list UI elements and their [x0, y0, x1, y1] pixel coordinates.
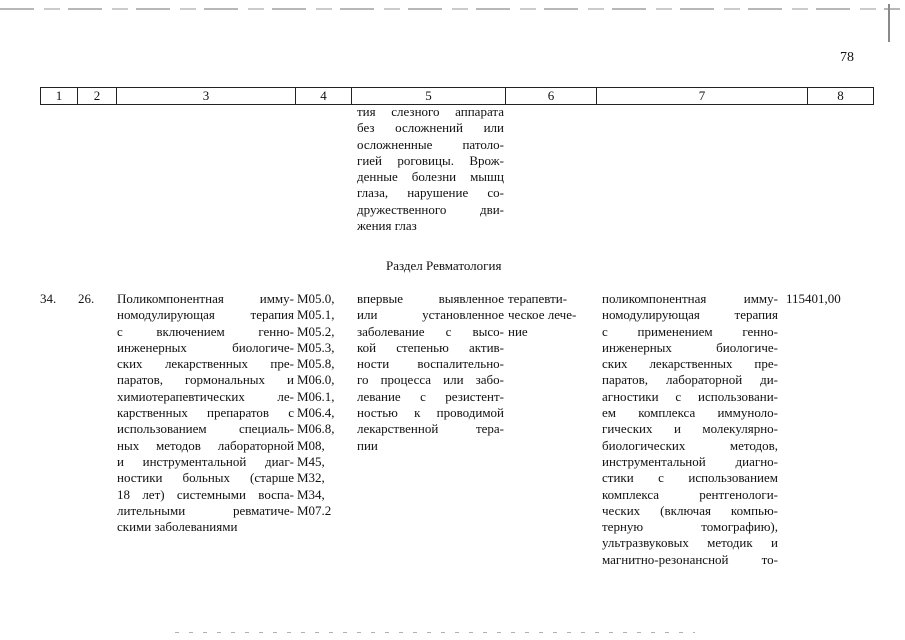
text-line: 18 лет) системными воспа-: [117, 486, 294, 502]
continuation-text: [357, 104, 504, 234]
text-line: ности воспалительно-: [357, 356, 504, 372]
scan-top-edge: [0, 8, 900, 10]
patient-model: [357, 291, 504, 454]
text-line: с применением генно-: [602, 323, 778, 339]
header-col-5: 5: [351, 88, 505, 104]
text-line: дружественного дви-: [357, 201, 504, 217]
icd-code: M05.3,: [297, 339, 335, 355]
text-line: или установленное: [357, 307, 504, 323]
text-line: пии: [357, 437, 378, 453]
procedure-name: [117, 291, 294, 535]
text-line: го процесса или забо-: [357, 372, 504, 388]
icd-code: M06.1,: [297, 388, 335, 404]
text-line: гических и молекулярно-: [602, 421, 778, 437]
icd-code: M06.0,: [297, 372, 335, 388]
treatment-method: [602, 291, 778, 568]
scan-bottom-edge: [175, 632, 695, 633]
icd-code: M32,: [297, 470, 325, 486]
row-number: 34.: [40, 291, 57, 306]
header-col-1: 1: [55, 88, 63, 103]
icd-code: M06.8,: [297, 421, 335, 437]
icd-code: M05.0,: [297, 291, 335, 306]
text-line: кой степенью актив-: [357, 339, 504, 355]
text-line: химиотерапевтических ле-: [117, 388, 294, 404]
text-line: Поликомпонентная имму-: [117, 291, 294, 306]
text-line: ультразвуковых методик и: [602, 535, 778, 551]
text-line: ностики больных (старше: [117, 470, 294, 486]
text-line: стики с использованием: [602, 470, 778, 486]
header-col-3: 3: [116, 88, 295, 104]
text-line: гией роговицы. Врож-: [357, 152, 504, 168]
text-line: заболевание с высо-: [357, 323, 504, 339]
icd-code: M45,: [297, 453, 325, 469]
text-line: терапевти-: [508, 291, 568, 306]
text-line: использованием специаль-: [117, 421, 294, 437]
text-line: комплекса рентгенологи-: [602, 486, 778, 502]
text-line: номодулирующая терапия: [117, 307, 294, 323]
section-title: Раздел Ревматология: [386, 258, 502, 273]
text-line: с включением генно-: [117, 323, 294, 339]
icd-code: M05.8,: [297, 356, 335, 372]
text-line: ских лекарственных пре-: [602, 356, 778, 372]
icd-code: M05.1,: [297, 307, 335, 323]
text-line: лекарственной тера-: [357, 421, 504, 437]
text-line: тия слезного аппарата: [357, 104, 504, 119]
treatment-type: [508, 291, 598, 340]
header-col-7: 7: [596, 88, 807, 104]
table-header-row: [40, 87, 874, 105]
text-line: ческих (включая компью-: [602, 502, 778, 518]
text-line: глаза, нарушение со-: [357, 185, 504, 201]
text-line: поликомпонентная имму-: [602, 291, 778, 306]
icd-code: M34,: [297, 486, 325, 502]
text-line: паратов, гормональных и: [117, 372, 294, 388]
text-line: и инструментальной диаг-: [117, 453, 294, 469]
group-number: 26.: [78, 291, 95, 306]
text-line: ских лекарственных пре-: [117, 356, 294, 372]
text-line: жения глаз: [357, 218, 417, 234]
text-line: магнитно-резонансной то-: [602, 551, 778, 567]
text-line: инженерных биологиче-: [117, 339, 294, 355]
text-line: лительными ревматиче-: [117, 502, 294, 518]
text-line: без осложнений или: [357, 120, 504, 136]
text-line: паратов, лабораторной ди-: [602, 372, 778, 388]
text-line: карственных препаратов с: [117, 405, 294, 421]
text-line: ческое лече-: [508, 307, 577, 323]
header-col-4: 4: [295, 88, 351, 104]
text-line: биологических методов,: [602, 437, 778, 453]
price: 115401,00: [786, 291, 841, 306]
text-line: денные болезни мышц: [357, 169, 504, 185]
text-line: впервые выявленное: [357, 291, 504, 306]
text-line: инженерных биологиче-: [602, 339, 778, 355]
text-line: осложненные патоло-: [357, 136, 504, 152]
icd-code: M07.2: [297, 502, 332, 518]
icd-code: M06.4,: [297, 405, 335, 421]
text-line: терную томографию),: [602, 519, 778, 535]
icd-code: M08,: [297, 437, 325, 453]
text-line: левание с резистент-: [357, 388, 504, 404]
page-number: 78: [840, 50, 854, 65]
icd-code: M05.2,: [297, 323, 335, 339]
text-line: ных методов лабораторной: [117, 437, 294, 453]
header-col-6: 6: [505, 88, 596, 104]
header-col-2: 2: [77, 88, 116, 104]
text-line: скими заболеваниями: [117, 519, 238, 535]
header-col-8: 8: [807, 88, 873, 104]
text-line: агностики с использовани-: [602, 388, 778, 404]
text-line: инструментальной диагно-: [602, 453, 778, 469]
text-line: номодулирующая терапия: [602, 307, 778, 323]
icd-codes: [297, 291, 353, 519]
text-line: ние: [508, 323, 528, 339]
text-line: ем комплекса иммуноло-: [602, 405, 778, 421]
text-line: ностью к проводимой: [357, 405, 504, 421]
scan-edge-mark: [888, 4, 890, 42]
